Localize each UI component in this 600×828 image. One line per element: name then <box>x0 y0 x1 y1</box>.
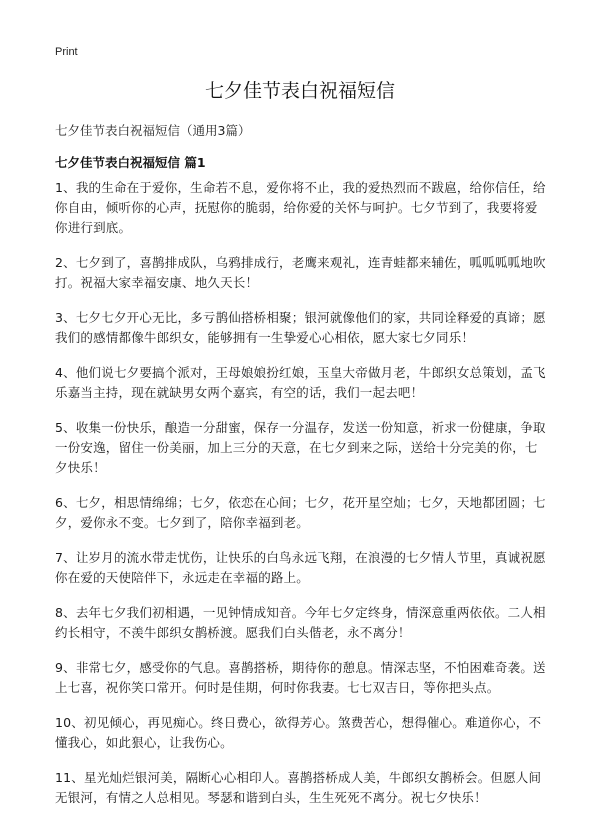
paragraph-11: 11、星光灿烂银河美，隔断心心相印人。喜鹊搭桥成人美，牛郎织女鹊桥会。但愿人间无银河，有情之人总相见。琴瑟和谐到白头，生生死死不离分。祝七夕快乐！ <box>55 770 542 805</box>
paragraph-6: 6、七夕，相思情绵绵；七夕，依恋在心间；七夕，花开星空灿；七夕，天地都团圆；七夕，爱你永不变。七夕到了，陪你幸福到老。 <box>55 495 546 530</box>
paragraph-9: 9、非常七夕，感受你的气息。喜鹊搭桥，期待你的憩息。情深志坚，不怕困难奇袭。送上七喜，祝你笑口常开。何时是佳期，何时你我妻。七七双吉日，等你把头点。 <box>55 660 546 695</box>
document-body <box>55 178 549 823</box>
paragraph-1: 1、我的生命在于爱你，生命若不息，爱你将不止，我的爱热烈而不跋扈，给你信任，给你自由，倾听你的心声，抚慰你的脆弱，给你爱的关怀与呵护。七夕节到了，我要将爱你进行到底。 <box>55 180 546 235</box>
section-heading: 七夕佳节表白祝福短信 篇1 <box>55 155 206 170</box>
paragraph-8: 8、去年七夕我们初相遇，一见钟情成知音。今年七夕定终身，情深意重两依依。二人相约长相守，不羡牛郎织女鹊桥渡。愿我们白头偕老，永不离分！ <box>55 605 546 640</box>
paragraph-7: 7、让岁月的流水带走忧伤，让快乐的白鸟永远飞翔，在浪漫的七夕情人节里，真诚祝愿你在爱的天使陪伴下，永远走在幸福的路上。 <box>55 550 546 585</box>
print-link[interactable]: Print <box>55 46 78 58</box>
paragraph-4: 4、他们说七夕要搞个派对，王母娘娘扮红娘，玉皇大帝做月老，牛郎织女总策划，孟飞乐嘉当主持，现在就缺男女两个嘉宾，有空的话，我们一起去吧！ <box>55 365 546 400</box>
paragraph-5: 5、收集一份快乐，酿造一分甜蜜，保存一分温存，发送一份知意，祈求一份健康，争取一份安逸，留住一份美丽，加上三分的天意，在七夕到来之际，送给十分完美的你，七夕快乐！ <box>55 420 546 475</box>
document-title: 七夕佳节表白祝福短信 <box>204 80 395 102</box>
document-intro: 七夕佳节表白祝福短信（通用3篇） <box>55 123 251 138</box>
paragraph-10: 10、初见倾心，再见痴心。终日费心，欲得芳心。煞费苦心，想得催心。难道你心，不懂我心，如此狠心，让我伤心。 <box>55 715 542 750</box>
paragraph-2: 2、七夕到了，喜鹊排成队，乌鸦排成行，老鹰来观礼，连青蛙都来辅佐，呱呱呱呱地吹打。祝福大家幸福安康、地久天长！ <box>55 255 546 290</box>
paragraph-3: 3、七夕七夕开心无比，多亏鹊仙搭桥相聚；银河就像他们的家，共同诠释爱的真谛；愿我们的感情都像牛郎织女，能够拥有一生挚爱心心相依，愿大家七夕同乐！ <box>55 310 546 345</box>
